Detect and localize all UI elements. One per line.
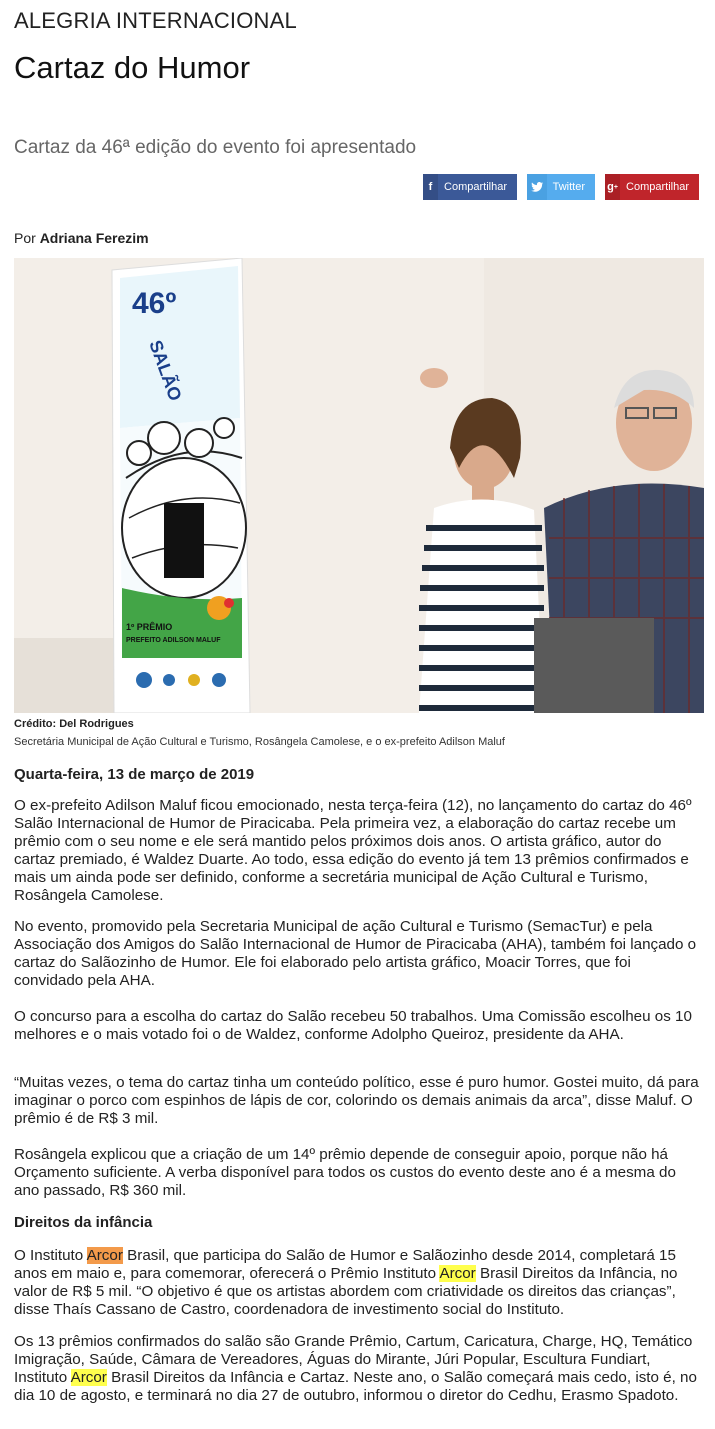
paragraph-6-text-c: Brasil Direitos da Infância, no valor de R$ 5 mil. “O objetivo é que os artistas abordem com criatividade os direitos das crianças”, disse Thaís Cassano de Castro, coordenadora de investimento social do Instituto. (14, 1265, 678, 1318)
paragraph-3: O concurso para a escolha do cartaz do Salão recebeu 50 trabalhos. Uma Comissão escolheu os 10 melhores e o mais votado foi o de Waldez, conforme Adolpho Queiroz, presidente da AHA. (14, 1008, 692, 1043)
poster-prize-1: 1º PRÊMIO (126, 622, 173, 632)
article-subtitle: Cartaz da 46ª edição do evento foi apresentado (14, 137, 417, 158)
paragraph-6-text-b: Brasil, que participa do Salão de Humor e Salãozinho desde 2014, completará 15 anos em maio e, para comemorar, oferecerá o Prêmio Instituto (14, 1247, 676, 1282)
photo-illustration (14, 258, 704, 713)
facebook-share-label: Compartilhar (444, 181, 507, 193)
article-date: Quarta-feira, 13 de março de 2019 (14, 766, 255, 783)
paragraph-4: “Muitas vezes, o tema do cartaz tinha um conteúdo político, esse é puro humor. Gostei muito, dá para imaginar o porco com espinhos de lápis de cor, colorindo os demais animais da arca”, disse Maluf. O prêmio é de R$ 3 mil. (14, 1074, 699, 1127)
section-label: ALEGRIA INTERNACIONAL (14, 8, 297, 33)
paragraph-2: No evento, promovido pela Secretaria Municipal de ação Cultural e Turismo (SemacTur) e pela Associação dos Amigos do Salão Internacional de Humor de Piracicaba (AHA), também foi lançado o cartaz do Salãozinho de Humor. Ele foi elaborado pelo artista gráfico, Moacir Torres, que foi convidado pela AHA. (14, 918, 697, 989)
paragraph-1: O ex-prefeito Adilson Maluf ficou emocionado, nesta terça-feira (12), no lançamento do cartaz do 46º Salão Internacional de Humor de Piracicaba. Pela primeira vez, a elaboração do cartaz recebe um prêmio com o seu nome e ele será mantido pelos próximos dois anos. O artista gráfico, autor do cartaz premiado, é Waldez Duarte. Ao todo, essa edição do evento já tem 13 prêmios confirmados e mais um ainda pode ser definido, conforme a secretária municipal de Ação Cultural e Turismo, Rosângela Camolese. (14, 797, 692, 904)
paragraph-6 (14, 1247, 704, 1319)
paragraph-7-text-a: Os 13 prêmios confirmados do salão são Grande Prêmio, Cartum, Caricatura, Charge, HQ, Temático Imigração, Saúde, Câmara de Vereadores, Águas do Mirante, Júri Popular, Escultura Fundiart, Instituto (14, 1333, 693, 1386)
paragraph-7-text-b: Brasil Direitos da Infância e Cartaz. Neste ano, o Salão começará mais cedo, isto é, no dia 10 de agosto, e terminará no dia 27 de outubro, informou o diretor do Cedhu, Erasmo Spadoto. (14, 1369, 697, 1404)
poster-title: SALÃO (145, 337, 186, 404)
article-photo (14, 258, 704, 713)
poster-banner (112, 258, 250, 713)
byline (14, 230, 149, 246)
search-highlight: Arcor (70, 1369, 107, 1386)
poster-number: 46º (132, 287, 177, 320)
gplus-share-button[interactable] (605, 174, 699, 200)
twitter-share-button[interactable] (527, 174, 595, 200)
gplus-share-label: Compartilhar (626, 181, 689, 193)
byline-prefix: Por (14, 230, 36, 246)
search-highlight: Arcor (439, 1265, 476, 1282)
section-subheading: Direitos da infância (14, 1214, 153, 1231)
twitter-share-label: Twitter (552, 181, 585, 193)
article-title: Cartaz do Humor (14, 50, 251, 85)
paragraph-6-text-a: O Instituto (14, 1247, 87, 1264)
facebook-icon: f (423, 174, 438, 200)
google-plus-icon: g + (605, 174, 620, 200)
share-bar (423, 174, 699, 200)
twitter-icon (527, 174, 547, 200)
paragraph-7 (14, 1333, 704, 1405)
paragraph-5: Rosângela explicou que a criação de um 14º prêmio depende de conseguir apoio, porque não há Orçamento suficiente. A verba disponível para todos os custos do evento deste ano é a mesma do ano passado, R$ 360 mil. (14, 1146, 676, 1199)
photo-caption: Secretária Municipal de Ação Cultural e Turismo, Rosângela Camolese, e o ex-prefeito Adilson Maluf (14, 736, 505, 748)
poster-prize-2: PREFEITO ADILSON MALUF (126, 637, 221, 644)
search-highlight-active: Arcor (86, 1247, 123, 1264)
photo-credit: Crédito: Del Rodrigues (14, 718, 134, 730)
author-name: Adriana Ferezim (39, 230, 149, 246)
facebook-share-button[interactable] (423, 174, 517, 200)
